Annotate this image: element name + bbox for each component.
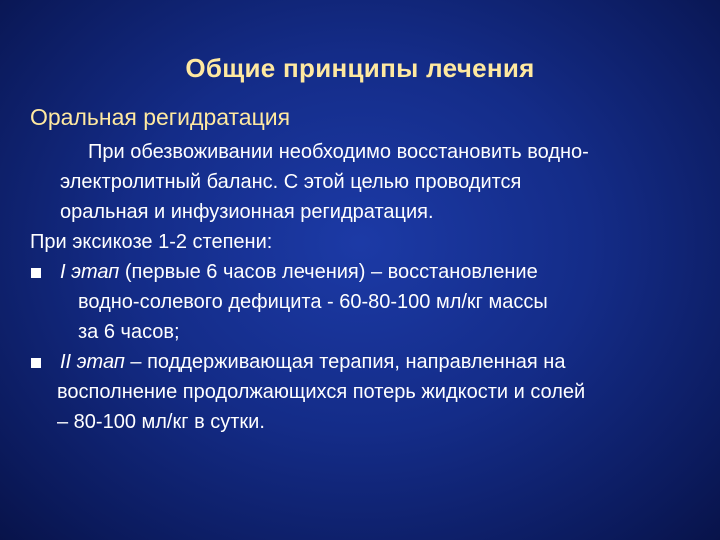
intro-line-1: При обезвоживании необходимо восстановить водно-: [88, 141, 589, 163]
slide-body: [30, 137, 710, 437]
intro-line-2: электролитный баланс. С этой целью проводится: [60, 171, 522, 193]
slide-subtitle: Оральная регидратация: [30, 104, 291, 130]
condition-text: При эксикозе 1-2 степени:: [30, 231, 273, 253]
stage-2-item: [30, 347, 710, 377]
stage-2-label: II этап: [60, 351, 125, 373]
stage-2-line-2: восполнение продолжающихся потерь жидкости и солей: [57, 381, 586, 403]
stage-1-label: I этап: [60, 261, 120, 283]
square-bullet-icon: [31, 268, 41, 278]
slide-title: Общие принципы лечения: [185, 53, 535, 83]
stage-2-line-1: – поддерживающая терапия, направленная на: [124, 351, 566, 373]
stage-1-item: [30, 257, 710, 287]
stage-1-line-2: водно-солевого дефицита - 60-80-100 мл/кг массы: [78, 291, 548, 313]
intro-line-3: оральная и инфузионная регидратация.: [60, 201, 434, 223]
stage-1-line-1: (первые 6 часов лечения) – восстановление: [119, 261, 538, 283]
stage-2-line-3: – 80-100 мл/кг в сутки.: [57, 411, 265, 433]
square-bullet-icon: [31, 358, 41, 368]
stage-1-line-3: за 6 часов;: [78, 321, 180, 343]
